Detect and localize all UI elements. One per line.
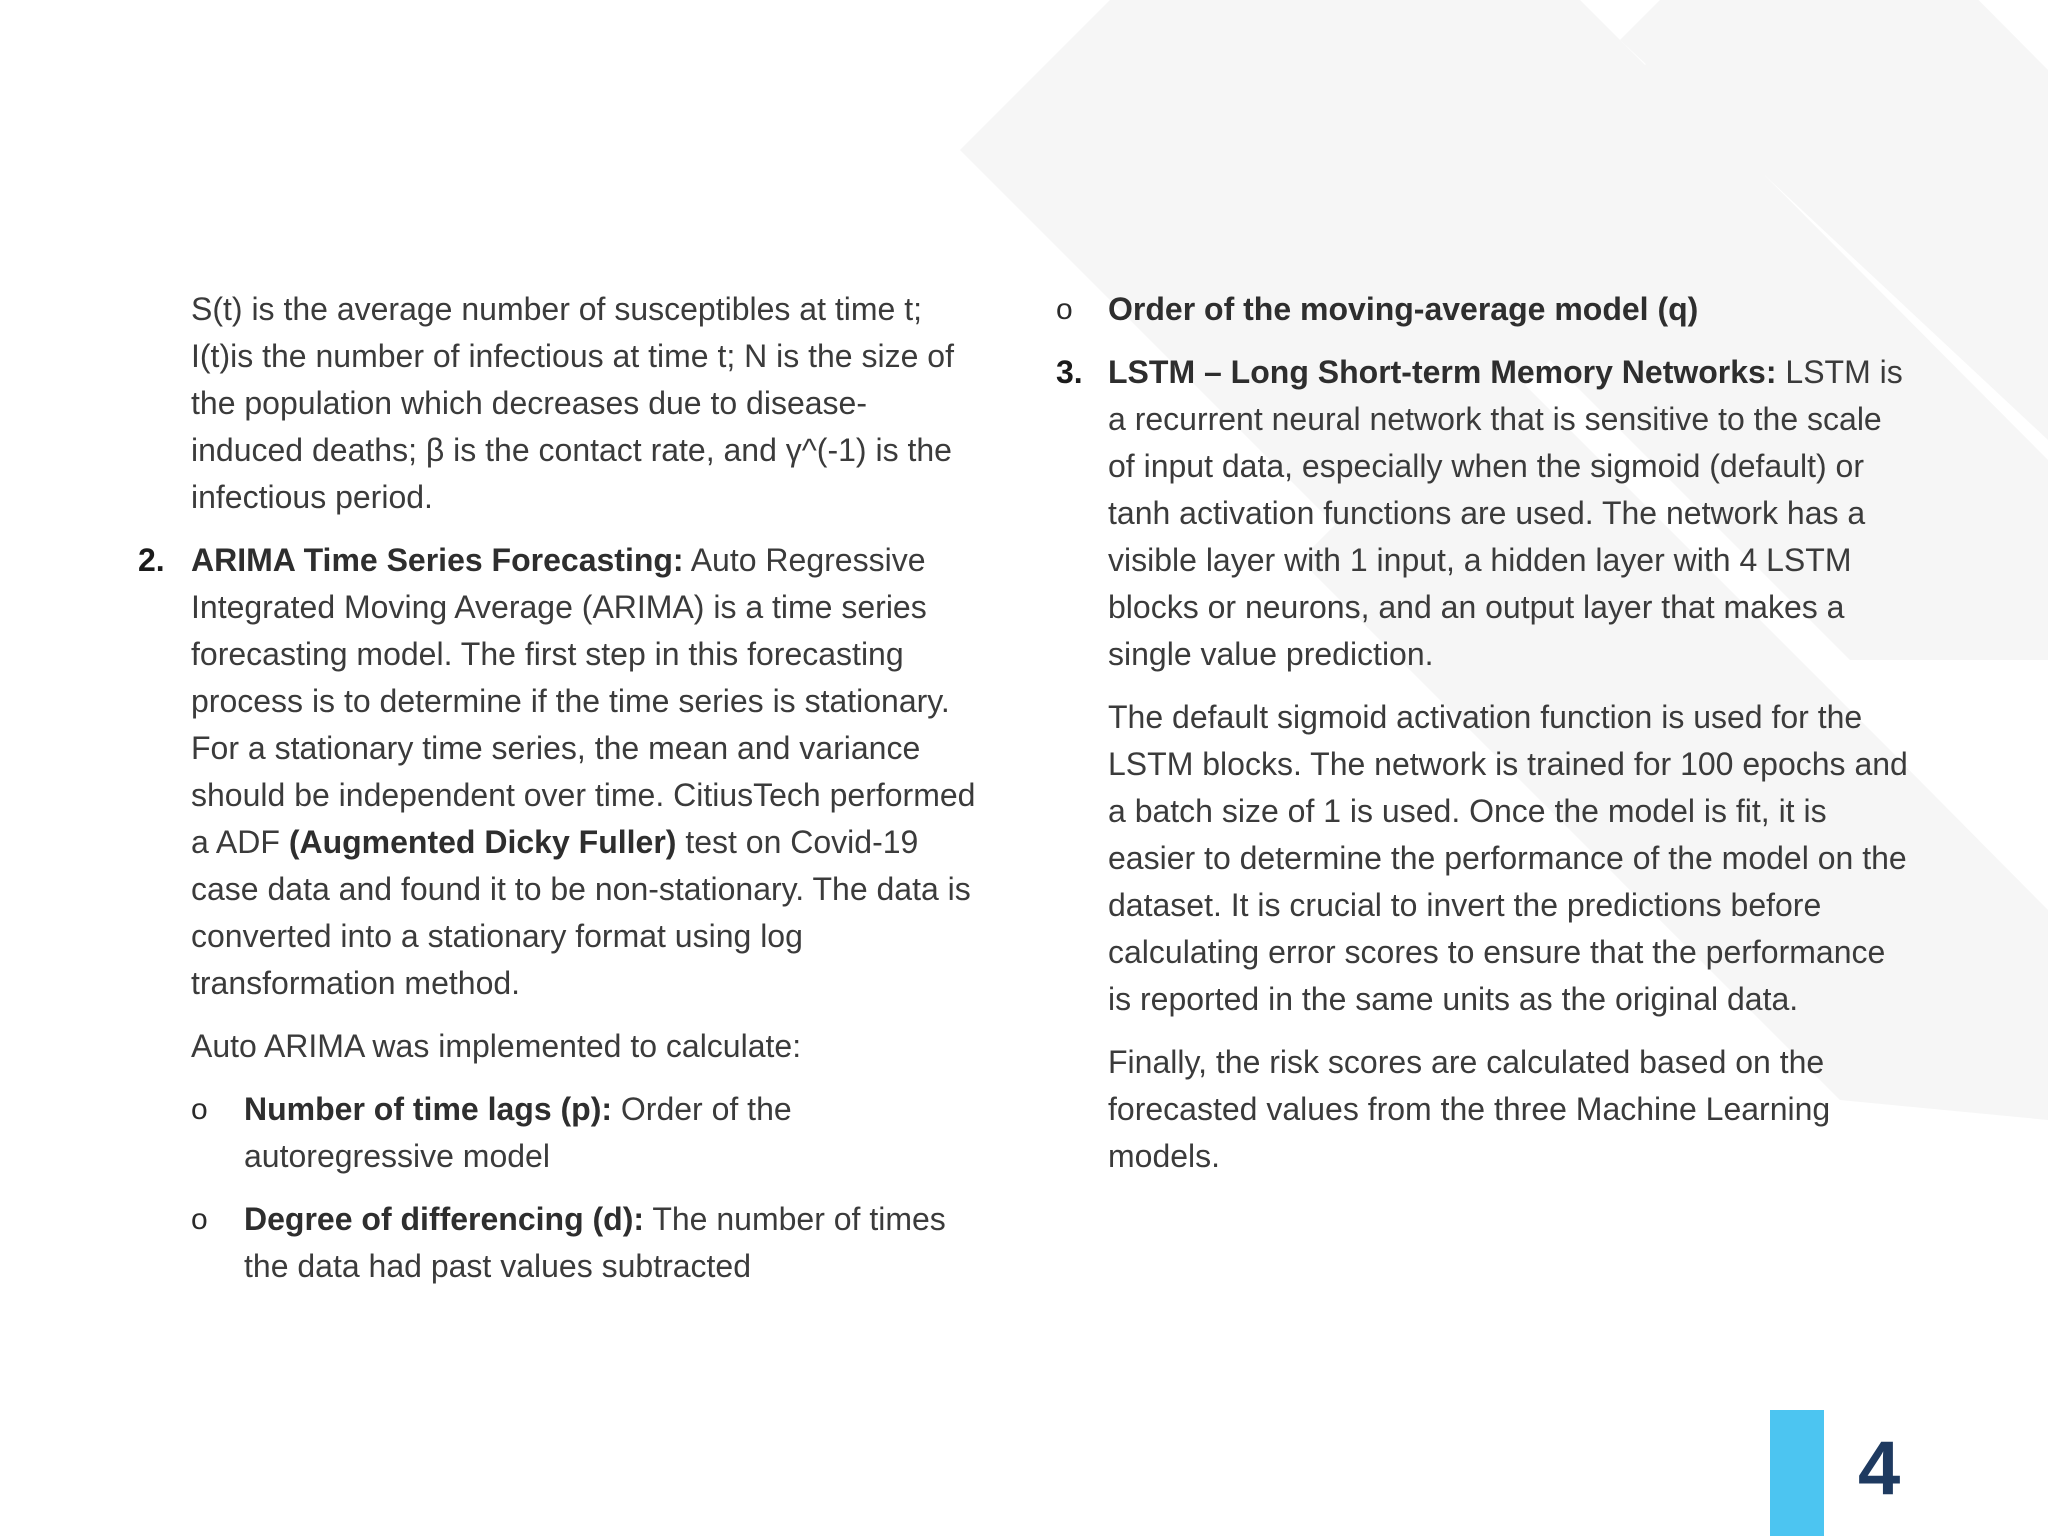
bullet-bold: Number of time lags (p): — [244, 1091, 613, 1127]
arima-text-c: test on Covid-19 case data and found it to be non-stationary. The data is converted into a stationary format using log transformation method. — [191, 824, 971, 1001]
bullet-symbol: o — [1056, 293, 1073, 326]
training-paragraph: The default sigmoid activation function is used for the LSTM blocks. The network is trained for 100 epochs and a batch size of 1 is used. Once the model is fit, it is easier to determine the performance of the model on the dataset. It is crucial to invert the predictions before calculating error scores to ensure that the performance is reported in the same units as the original data. — [1108, 699, 1908, 1017]
page-number-accent-bar — [1770, 1410, 1824, 1536]
arima-text-a: Auto Regressive Integrated Moving Average (ARIMA) is a time series forecasting model. The first step in this forecasting process is to determine if the time series is stationary. For a stationary time series, the mean and variance should be independent over time. CitiusTech performed a ADF — [191, 542, 976, 860]
lstm-text: LSTM is a recurrent neural network that is sensitive to the scale of input data, especially when the sigmoid (default) or tanh activation functions are used. The network has a visible layer with 1 input, a hidden layer with 4 LSTM blocks or neurons, and an output layer that makes a single value prediction. — [1108, 354, 1903, 672]
bullet-text: Order of the autoregressive model — [244, 1091, 792, 1174]
bullet-bold: Degree of differencing (d): — [244, 1201, 645, 1237]
list-item — [1056, 286, 1908, 333]
lstm-title: LSTM – Long Short-term Memory Networks: — [1108, 354, 1777, 390]
lstm-section — [1056, 349, 1908, 678]
adf-expansion: (Augmented Dicky Fuller) — [288, 824, 677, 860]
list-number: 2. — [138, 542, 165, 578]
bullet-text: The number of times the data had past values subtracted — [244, 1201, 946, 1284]
sir-definition-paragraph: S(t) is the average number of susceptibles at time t; I(t)is the number of infectious at time t; N is the size of the population which decreases due to disease-induced deaths; β is the contact rate, and γ^(-1) is the infectious period. — [191, 291, 954, 515]
final-paragraph: Finally, the risk scores are calculated based on the forecasted values from the three Machine Learning models. — [1108, 1044, 1831, 1174]
list-item — [138, 1086, 978, 1180]
bullet-bold: Order of the moving-average model (q) — [1108, 291, 1699, 327]
right-column — [1056, 286, 1908, 1196]
left-column — [138, 286, 978, 1306]
page-number: 4 — [1858, 1426, 1901, 1511]
list-item — [138, 1196, 978, 1290]
auto-arima-intro: Auto ARIMA was implemented to calculate: — [191, 1028, 802, 1064]
bullet-symbol: o — [191, 1093, 208, 1126]
arima-section — [138, 537, 978, 1007]
arima-title: ARIMA Time Series Forecasting: — [191, 542, 684, 578]
list-number: 3. — [1056, 354, 1083, 390]
bullet-symbol: o — [191, 1203, 208, 1236]
